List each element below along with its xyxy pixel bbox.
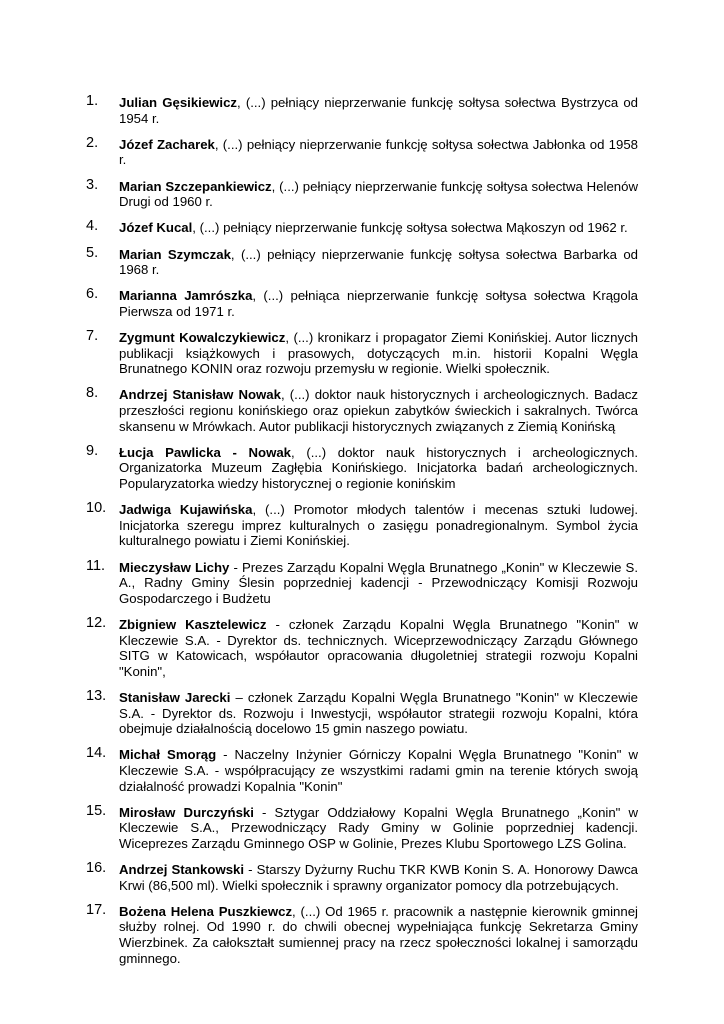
item-number: 4. [86,218,99,235]
person-name: Michał Smorąg [119,747,217,763]
person-name: Mieczysław Lichy [119,559,230,575]
list-item [86,134,638,168]
item-description: , (...) pełniący nieprzerwanie funkcję sołtysa sołectwa Bystrzyca od 1954 r. [119,95,638,126]
person-name: Zbigniew Kasztelewicz [119,616,267,632]
person-name: Łucja Pawlicka - Nowak [119,444,292,460]
item-number: 15. [86,802,107,819]
list-item [86,862,638,893]
item-number: 16. [86,860,107,877]
honoree-list [86,95,638,977]
person-name: Józef Kucal [119,220,193,236]
list-item [86,176,638,210]
item-number: 5. [86,244,99,261]
list-item [86,244,638,278]
person-name: Marianna Jamrószka [119,288,253,304]
item-number: 14. [86,745,107,762]
item-number: 1. [86,93,99,109]
list-item [86,901,638,966]
item-number: 6. [86,286,99,303]
person-name: Andrzej Stanisław Nowak [119,387,281,403]
item-description: – członek Zarządu Kopalni Węgla Brunatnego "Konin" w Kleczewie S.A. - Dyrektor ds. Rozwoju i Inwestycji, współautor strategii rozwoju Kopalni, która obejmuje działalnością docelowo 15 gmin naszego powiatu. [119,689,638,737]
item-description: , (...) pełniący nieprzerwanie funkcję sołtysa sołectwa Mąkoszyn od 1962 r. [192,220,628,236]
person-name: Bożena Helena Puszkiewcz [119,903,293,919]
list-item [86,502,638,549]
item-number: 11. [86,557,106,574]
list-item [86,614,638,679]
item-number: 9. [86,442,99,459]
item-description: , (...) doktor nauk historycznych i archeologicznych. Organizatorka Muzeum Zagłębia Konińskiego. Inicjatorka badań archeologicznych. Popularyzatorka wiedzy historycznej o regionie konińskim [119,444,638,492]
list-item [86,95,638,126]
item-description: - Naczelny Inżynier Górniczy Kopalni Węgla Brunatnego "Konin" w Kleczewie S.A. - współpracujący ze wszystkimi radami gmin na terenie których swoją działalność prowadzi Kopalnia "Konin" [119,747,638,794]
item-description: , (...) pełniący nieprzerwanie funkcję sołtysa sołectwa Barbarka od 1968 r. [119,246,638,278]
list-item [86,747,638,794]
item-description: - Prezes Zarządu Kopalni Węgla Brunatnego „Konin" w Kleczewie S. A., Radny Gminy Ślesin poprzedniej kadencji - Przewodniczący Komisji Rozwoju Gospodarczego i Budżetu [119,559,638,606]
item-number: 7. [86,328,99,345]
item-description: , (...) pełniąca nieprzerwanie funkcję sołtysa sołectwa Krągola Pierwsza od 1971 r. [119,288,638,319]
person-name: Stanisław Jarecki [119,689,231,705]
item-number: 12. [86,614,107,631]
item-number: 8. [86,385,99,402]
item-number: 13. [86,687,107,704]
list-item [86,387,638,434]
person-name: Marian Szczepankiewicz [119,178,272,194]
item-description: , (...) pełniący nieprzerwanie funkcję sołtysa sołectwa Jabłonka od 1958 r. [119,136,638,168]
person-name: Marian Szymczak [119,246,231,262]
list-item [86,802,638,852]
person-name: Andrzej Stankowski [119,862,245,878]
item-description: - Starszy Dyżurny Ruchu TKR KWB Konin S. A. Honorowy Dawca Krwi (86,500 ml). Wielki społecznik i sprawny organizator pomocy dla potrzebujących. [119,862,638,893]
item-description: , (...) Promotor młodych talentów i mecenas sztuki ludowej. Inicjatorka szeregu imprez kulturalnych o zasięgu ponadregionalnym. Symbol życia kulturalnego powiatu i Ziemi Konińskiej. [119,502,638,549]
item-number: 17. [86,901,107,918]
item-number: 10. [86,500,107,517]
item-description: , (...) doktor nauk historycznych i archeologicznych. Badacz przeszłości regionu konińskiego oraz opiekun zabytków świeckich i sakralnych. Twórca skansenu w Mrówkach. Autor publikacji historycznych związanych z Ziemią Konińską [119,387,638,434]
list-item [86,220,638,236]
item-description: , (...) kronikarz i propagator Ziemi Konińskiej. Autor licznych publikacji książkowych i prasowych, dotyczących m.in. historii Kopalni Węgla Brunatnego KONIN oraz rozwoju przemysłu w regionie. Wielki społecznik. [119,330,639,377]
item-number: 3. [86,176,99,193]
item-description: - członek Zarządu Kopalni Węgla Brunatnego "Konin" w Kleczewie S.A. - Dyrektor ds. technicznych. Wiceprzewodniczący Zarządu Głównego SITG w Katowicach, współautor opracowania długoletniej strategii rozwoju Kopalni "Konin", [119,616,638,679]
item-number: 2. [86,134,99,151]
item-description: , (...) Od 1965 r. pracownik a następnie kierownik gminnej służby rolnej. Od 1990 r. do chwili obecnej wypełniająca funkcję Sekretarza Gminy Wierzbinek. Za całokształt sumiennej pracy na rzecz społeczności lokalnej i samorządu gminnego. [119,903,638,966]
item-description: , (...) pełniący nieprzerwanie funkcję sołtysa sołectwa Helenów Drugi od 1960 r. [119,178,638,210]
list-item [86,557,638,607]
person-name: Józef Zacharek [119,136,215,152]
list-item [86,288,638,319]
item-description: - Sztygar Oddziałowy Kopalni Węgla Brunatnego „Konin" w Kleczewie S.A., Przewodniczący Rady Gminy w Golinie poprzedniej kadencji. Wiceprezes Zarządu Gminnego OSP w Golinie, Prezes Klubu Sportowego LZS Golina. [119,804,638,851]
person-name: Zygmunt Kowalczykiewicz [119,330,286,346]
person-name: Julian Gęsikiewicz [119,95,238,110]
person-name: Jadwiga Kujawińska [119,502,253,518]
person-name: Mirosław Durczyński [119,804,254,820]
list-item [86,687,638,737]
list-item [86,442,638,492]
list-item [86,330,638,377]
